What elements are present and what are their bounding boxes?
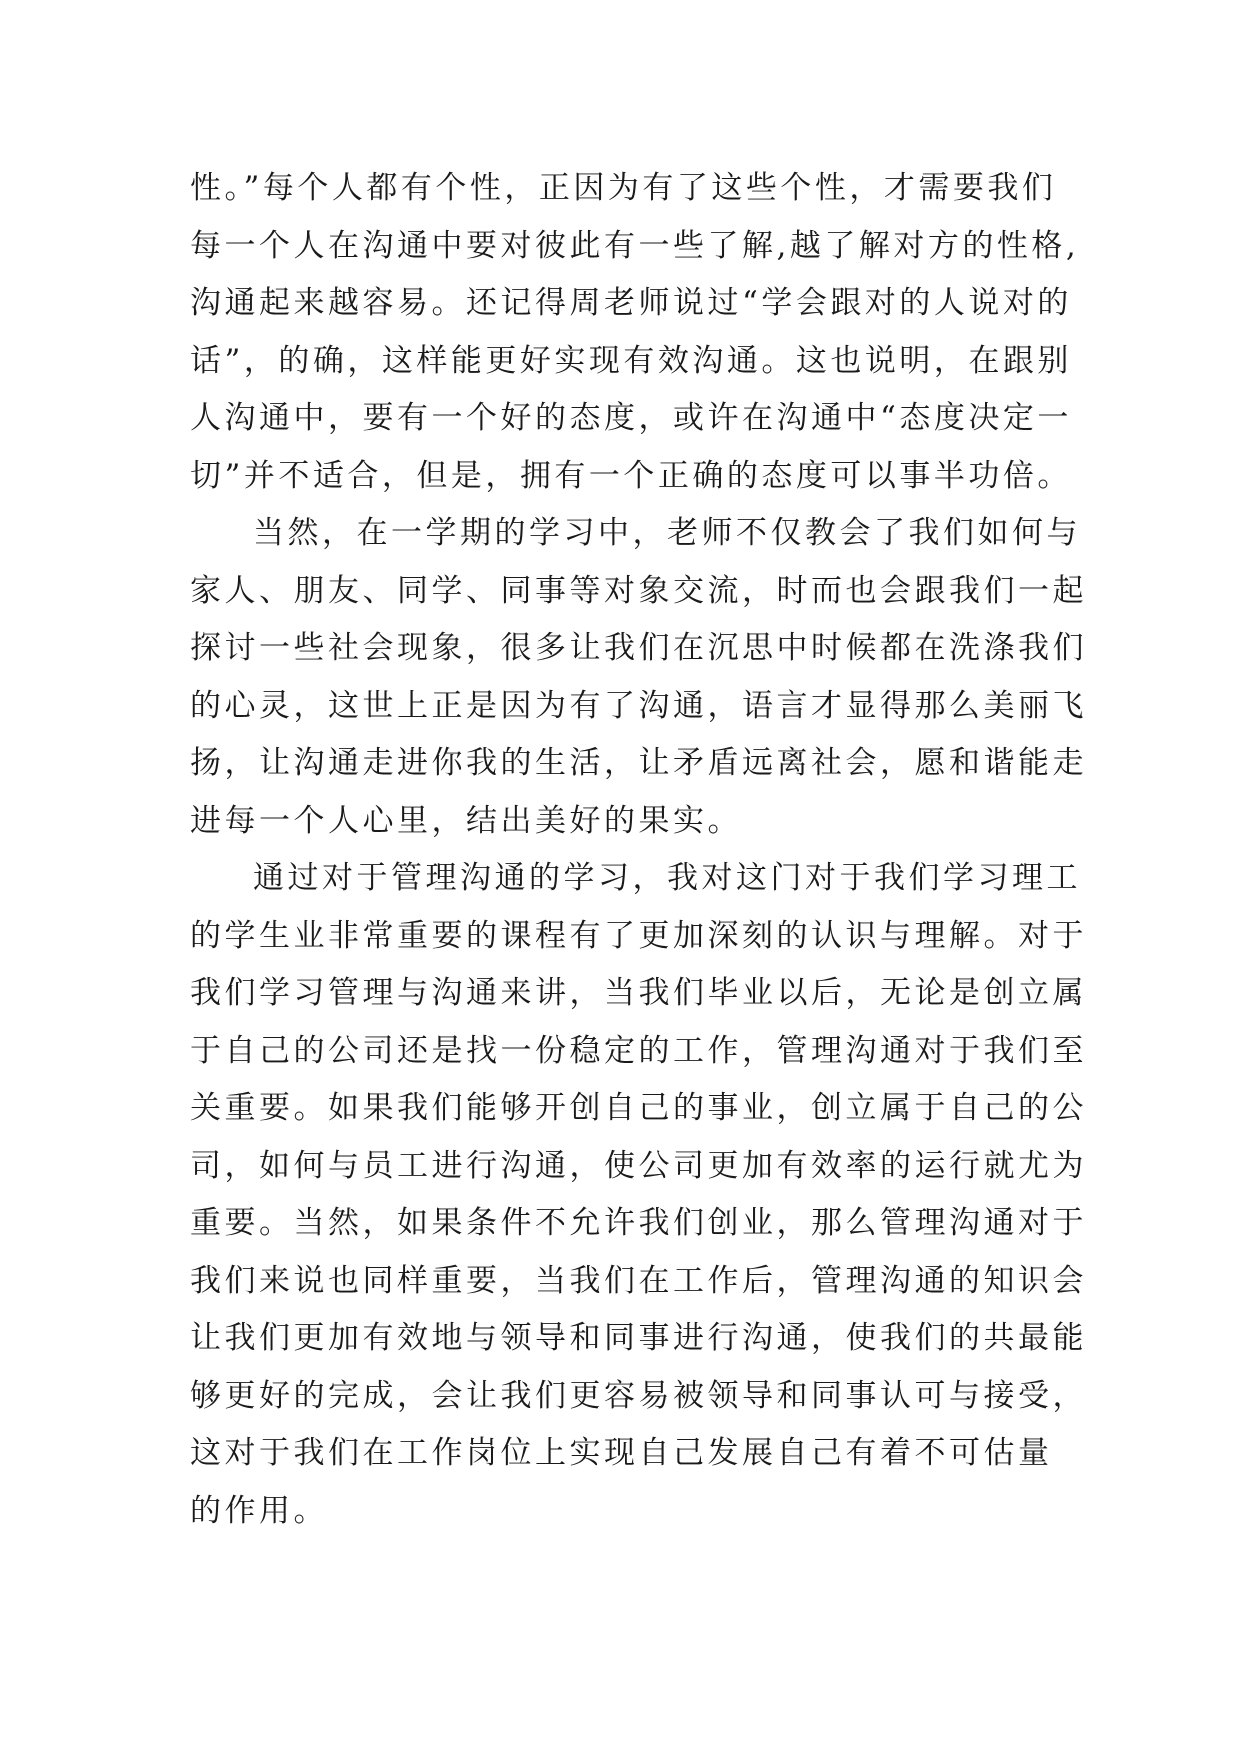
text-line: 当然，在一学期的学习中，老师不仅教会了我们如何与 — [253, 515, 1081, 551]
text-line: 司，如何与员工进行沟通，使公司更加有效率的运行就尤为 — [190, 1147, 1087, 1184]
text-line: 切”并不适合，但是，拥有一个正确的态度可以事半功倍。 — [190, 457, 1072, 494]
text-line: 家人、朋友、同学、同事等对象交流，时而也会跟我们一起 — [190, 572, 1087, 609]
paragraph-1 — [190, 160, 1090, 505]
text-line: 的学生业非常重要的课程有了更加深刻的认识与理解。对于 — [190, 917, 1087, 954]
text-line: 够更好的完成，会让我们更容易被领导和同事认可与接受， — [190, 1377, 1087, 1414]
text-line: 人沟通中，要有一个好的态度，或许在沟通中“态度决定一 — [190, 400, 1072, 436]
text-line: 这对于我们在工作岗位上实现自己发展自己有着不可估量 — [190, 1435, 1053, 1471]
paragraph-3 — [190, 850, 1090, 1540]
text-line: 我们来说也同样重要，当我们在工作后，管理沟通的知识会 — [190, 1262, 1087, 1299]
text-line: 关重要。如果我们能够开创自己的事业，创立属于自己的公 — [190, 1090, 1087, 1126]
paragraph-2 — [190, 505, 1090, 850]
text-line: 让我们更加有效地与领导和同事进行沟通，使我们的共最能 — [190, 1320, 1087, 1356]
body-text — [190, 160, 1090, 1540]
text-line: 沟通起来越容易。还记得周老师说过“学会跟对的人说对的 — [190, 285, 1072, 321]
text-line: 探讨一些社会现象，很多让我们在沉思中时候都在洗涤我们 — [190, 630, 1087, 666]
text-line: 性。”每个人都有个性，正因为有了这些个性，才需要我们 — [190, 170, 1057, 206]
text-line: 重要。当然，如果条件不允许我们创业，那么管理沟通对于 — [190, 1205, 1087, 1241]
text-line: 通过对于管理沟通的学习，我对这门对于我们学习理工 — [253, 860, 1081, 896]
text-line: 的心灵，这世上正是因为有了沟通，语言才显得那么美丽飞 — [190, 687, 1087, 724]
text-line: 话”，的确，这样能更好实现有效沟通。这也说明，在跟别 — [190, 342, 1072, 379]
text-line: 进每一个人心里，结出美好的果实。 — [190, 802, 742, 839]
text-line: 每一个人在沟通中要对彼此有一些了解,越了解对方的性格, — [190, 227, 1080, 264]
text-line: 的作用。 — [190, 1492, 328, 1529]
text-line: 扬，让沟通走进你我的生活，让矛盾远离社会，愿和谐能走 — [190, 745, 1087, 781]
text-line: 我们学习管理与沟通来讲，当我们毕业以后，无论是创立属 — [190, 975, 1087, 1011]
text-line: 于自己的公司还是找一份稳定的工作，管理沟通对于我们至 — [190, 1032, 1087, 1069]
